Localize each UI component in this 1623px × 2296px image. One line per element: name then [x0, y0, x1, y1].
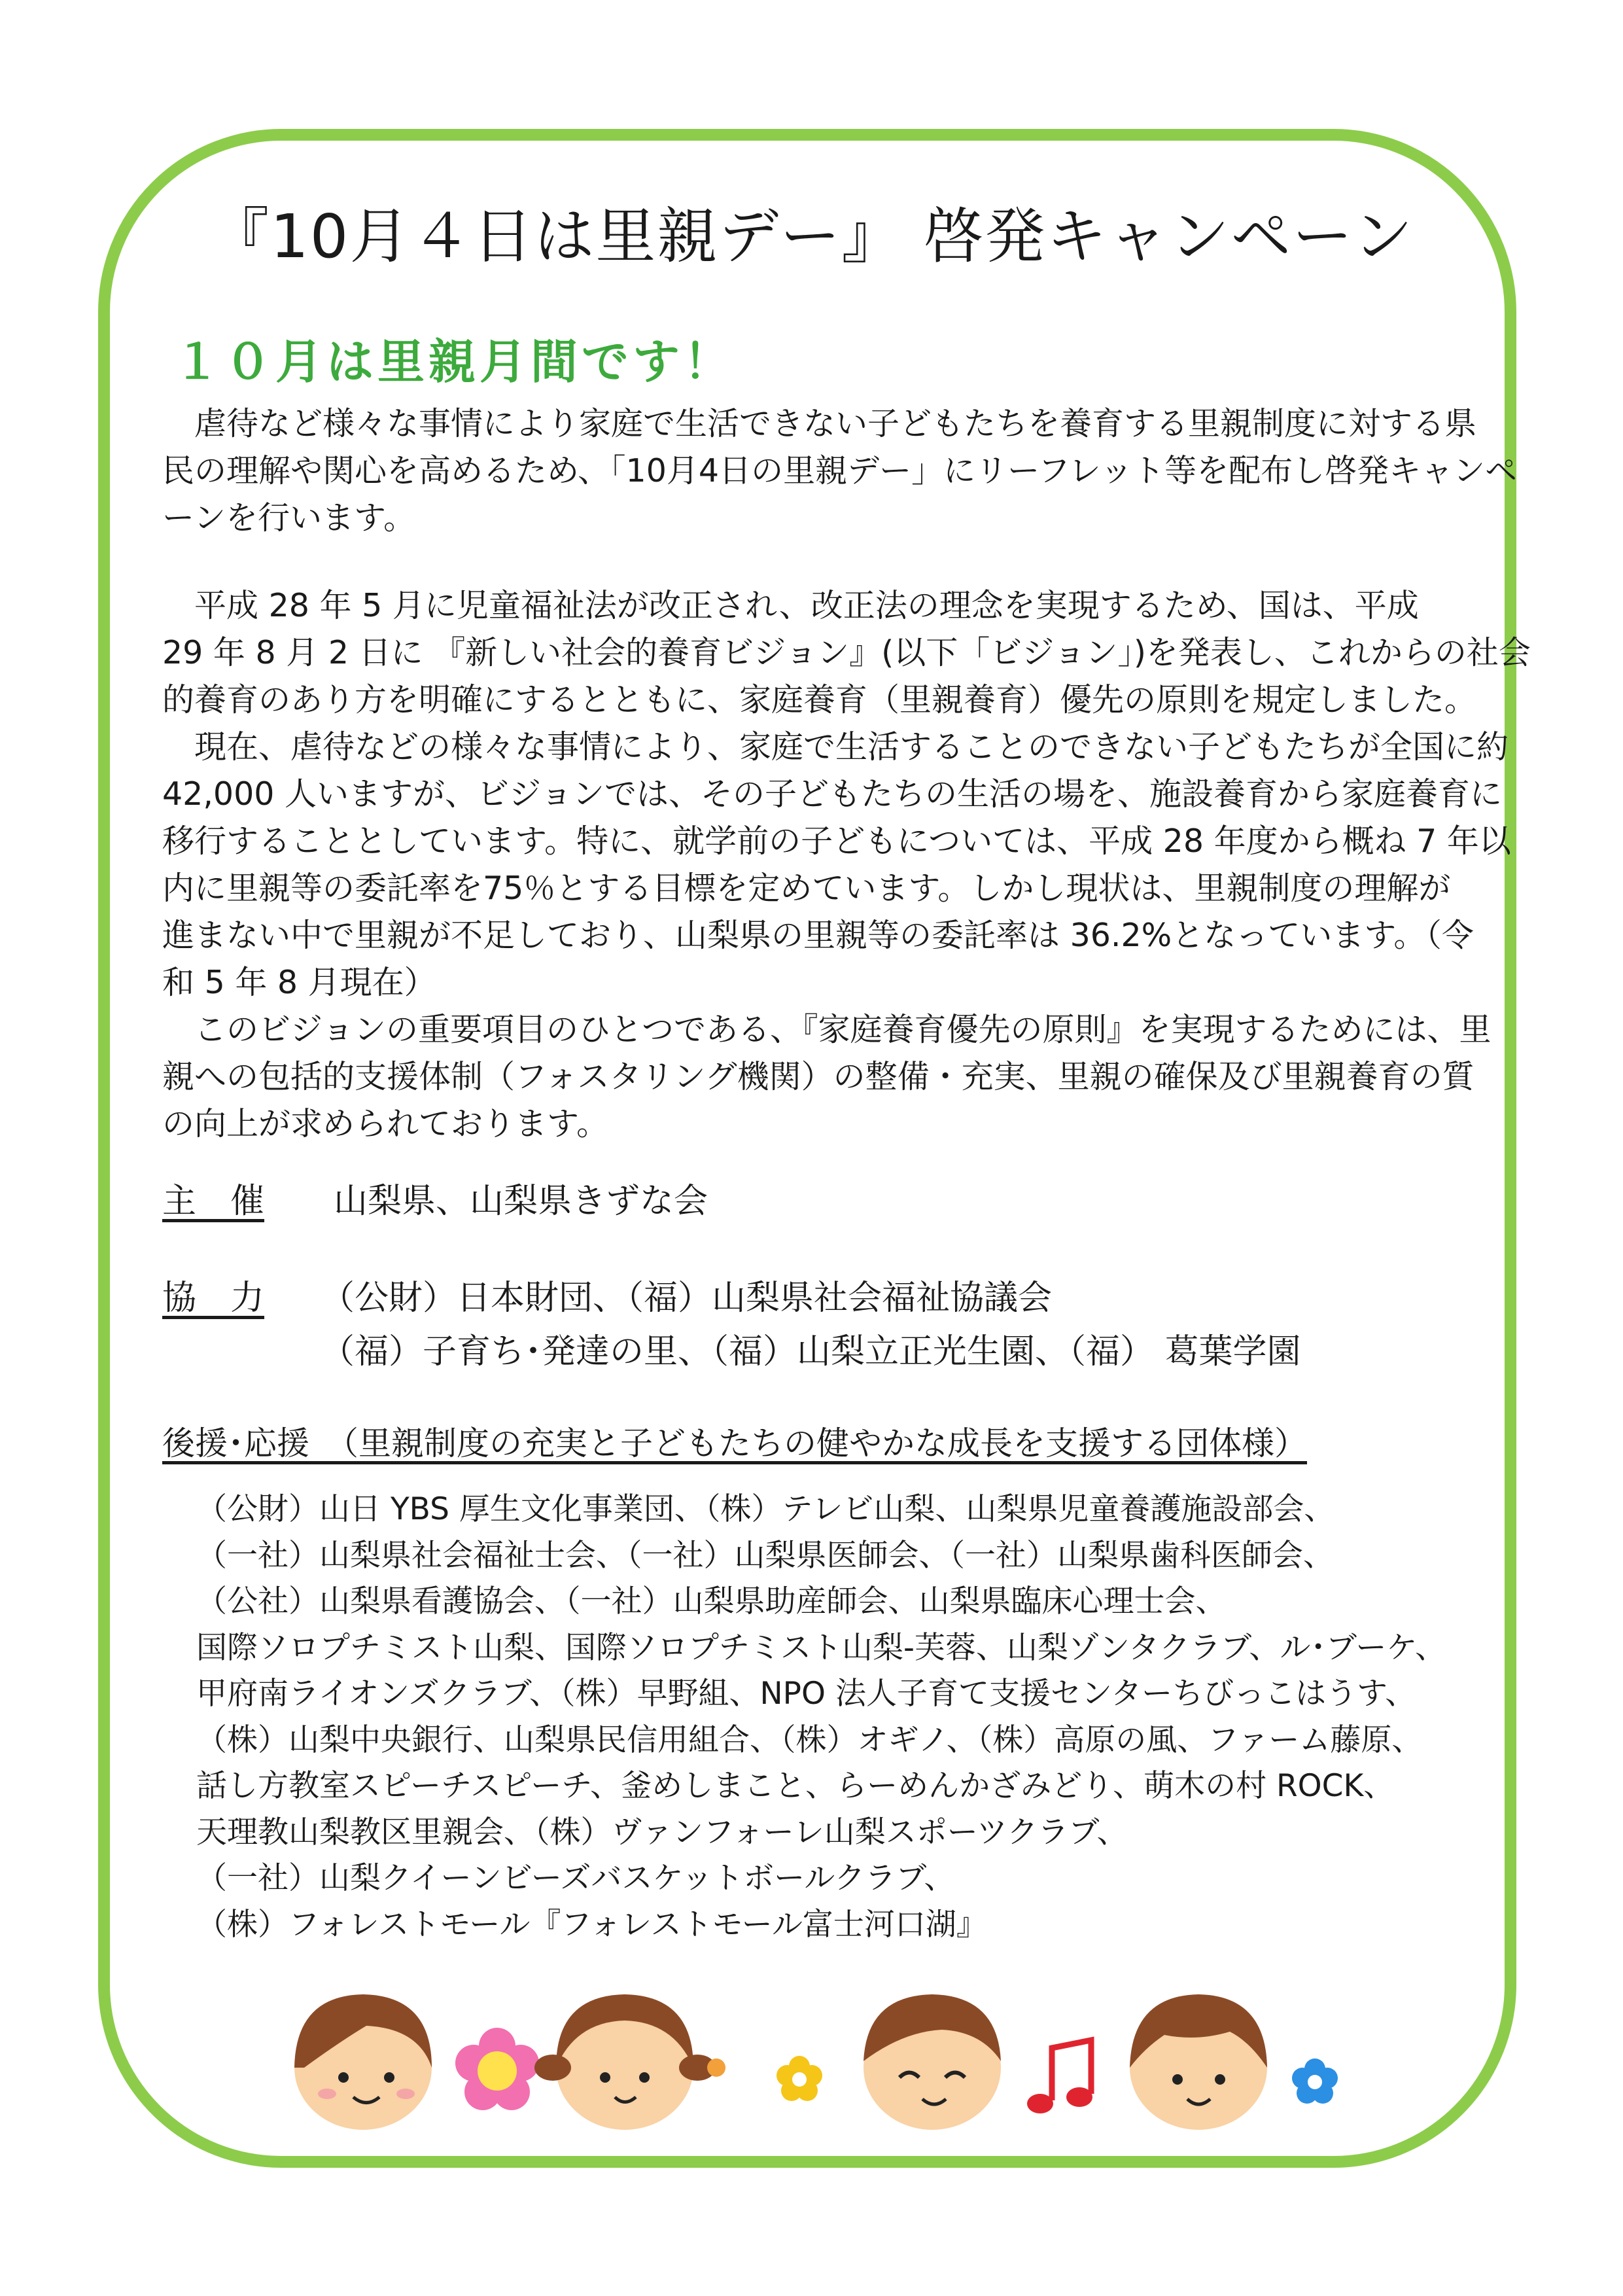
support-line: 国際ソロプチミスト山梨、国際ソロプチミスト山梨-芙蓉、山梨ゾンタクラブ、ル･ブーケ、 — [196, 1629, 1446, 1666]
body-line: の向上が求められております。 — [162, 1105, 609, 1142]
support-line: （一社）山梨県社会福祉士会、（一社）山梨県医師会、（一社）山梨県歯科医師会、 — [196, 1537, 1334, 1574]
support-line: 甲府南ライオンズクラブ、（株）早野組、NPO 法人子育て支援センターちびっこはうす、 — [196, 1676, 1416, 1712]
support-line: （公社）山梨県看護協会、（一社）山梨県助産師会、山梨県臨床心理士会、 — [196, 1583, 1227, 1619]
subheading: １０月は里親月間です！ — [173, 334, 735, 389]
flower-icon — [777, 2056, 822, 2101]
support-line: （一社）山梨クイーンビーズバスケットボールクラブ、 — [196, 1860, 955, 1896]
child-face-icon — [1130, 1994, 1267, 2130]
support-line: （公財）山日 YBS 厚生文化事業団、（株）テレビ山梨、山梨県児童養護施設部会、 — [196, 1491, 1335, 1527]
body-line: 内に里親等の委託率を75％とする目標を定めています。しかし現状は、里親制度の理解が — [162, 870, 1451, 907]
intro-line: 民の理解や関心を高めるため、「10月4日の里親デー」にリーフレット等を配布し啓発キャンペ — [162, 452, 1518, 489]
page-title: 『10月４日は里親デー』 啓発キャンペーン — [209, 202, 1414, 272]
support-line: 話し方教室スピーチスピーチ、釜めしまこと、らーめんかざみどり、萌木の村 ROCK、 — [196, 1768, 1395, 1804]
body-line: 的養育のあり方を明確にするとともに、家庭養育（里親養育）優先の原則を規定しました。 — [162, 681, 1477, 718]
support-line: （株）山梨中央銀行、山梨県民信用組合、（株）オギノ、（株）高原の風、ファーム藤原、 — [196, 1722, 1423, 1758]
body-paragraphs — [162, 582, 1531, 1148]
support-line: （株）フォレストモール『フォレストモール富士河口湖』 — [196, 1906, 987, 1943]
body-line: 親への包括的支援体制（フォスタリング機関）の整備・充実、里親の確保及び里親養育の質 — [162, 1058, 1475, 1095]
cooperation-line: （公財）日本財団、（福）山梨県社会福祉協議会 — [321, 1279, 1053, 1318]
child-face-icon — [534, 1994, 725, 2130]
body-line: このビジョンの重要項目のひとつである、『家庭養育優先の原則』を実現するためには、里 — [162, 1011, 1492, 1048]
intro-line: ーンを行います。 — [162, 499, 416, 537]
music-note-icon — [1027, 2040, 1092, 2113]
body-line: 和 5 年 8 月現在） — [162, 964, 436, 1001]
body-line: 移行することとしています。特に、就学前の子どもについては、平成 28 年度から概ね 7 年以 — [162, 822, 1511, 860]
cooperation-line: （福）子育ち･発達の里、（福）山梨立正光生園、（福） 葛葉学園 — [321, 1332, 1301, 1371]
children-illustration — [0, 1969, 1623, 2133]
flower-icon — [1292, 2058, 1338, 2104]
child-face-icon — [294, 1994, 432, 2130]
body-line: 平成 28 年 5 月に児童福祉法が改正され、改正法の理念を実現するため、国は、平成 — [162, 587, 1419, 624]
intro-line: 虐待など様々な事情により家庭で生活できない子どもたちを養育する里親制度に対する県 — [162, 405, 1477, 442]
body-line: 42,000 人いますが、ビジョンでは、その子どもたちの生活の場を、施設養育から家庭養育に — [162, 775, 1503, 813]
child-face-icon — [864, 1994, 1001, 2130]
cooperation-label: 協 力 — [162, 1279, 265, 1318]
support-heading: 後援･応援 （里親制度の充実と子どもたちの健やかな成長を支援する団体様） — [162, 1424, 1307, 1462]
body-line: 進まない中で里親が不足しており、山梨県の里親等の委託率は 36.2%となっています。（令 — [162, 917, 1474, 954]
flower-icon — [455, 2028, 539, 2110]
organizer-label: 主 催 — [162, 1182, 265, 1221]
body-line: 現在、虐待などの様々な事情により、家庭で生活することのできない子どもたちが全国に約 — [162, 728, 1509, 766]
intro-paragraph — [162, 400, 1518, 542]
organizer-value: 山梨県、山梨県きずな会 — [334, 1182, 708, 1221]
support-line: 天理教山梨教区里親会、（株）ヴァンフォーレ山梨スポーツクラブ、 — [196, 1814, 1128, 1850]
body-line: 29 年 8 月 2 日に 『新しい社会的養育ビジョン』(以下「ビジョン」)を発表し、これからの社会 — [162, 634, 1531, 671]
support-list — [196, 1487, 1446, 1948]
